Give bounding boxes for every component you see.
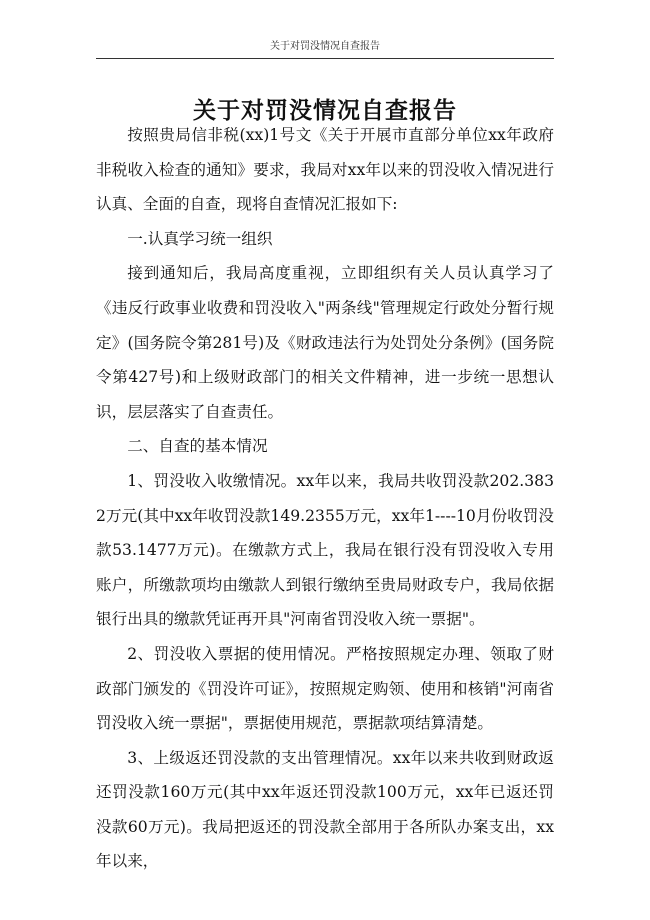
document-title: 关于对罚没情况自查报告 — [193, 97, 457, 125]
section-heading-study: 一.认真学习统一组织 — [127, 229, 273, 248]
item-refund-paragraph: 3、上级返还罚没款的支出管理情况。xx年以来共收到财政返还罚没款160万元(其中xx年返还罚没款100万元，xx年已返还罚没款60万元)。我局把返还的罚没款全部用于各所队办案支出，xx年以来， — [96, 748, 554, 871]
section-heading-basic-situation: 二、自查的基本情况 — [127, 437, 268, 456]
document-body — [96, 118, 554, 879]
study-paragraph: 接到通知后，我局高度重视，立即组织有关人员认真学习了《违反行政事业收费和罚没收入"两条线"管理规定行政处分暂行规定》(国务院令第281号)及《财政违法行为处罚处分条例》(国务院令第427号)和上级财政部门的相关文件精神，进一步统一思想认识，层层落实了自查责任。 — [96, 264, 554, 421]
header-divider — [96, 58, 554, 59]
intro-paragraph: 按照贵局信非税(xx)1号文《关于开展市直部分单位xx年政府非税收入检查的通知》要求，我局对xx年以来的罚没收入情况进行认真、全面的自查，现将自查情况汇报如下: — [96, 126, 554, 214]
running-header: 关于对罚没情况自查报告 — [270, 41, 380, 52]
item-receipts-paragraph: 2、罚没收入票据的使用情况。严格按照规定办理、领取了财政部门颁发的《罚没许可证》，按照规定购领、使用和核销"河南省罚没收入统一票据"，票据使用规范，票据款项结算清楚。 — [96, 644, 554, 733]
item-collection-paragraph: 1、罚没收入收缴情况。xx年以来，我局共收罚没款202.3832万元(其中xx年收罚没款149.2355万元，xx年1----10月份收罚没款53.1477万元)。在缴款方式上，我局在银行没有罚没收入专用账户，所缴款项均由缴款人到银行缴纳至贵局财政专户，我局依据银行出具的缴款凭证再开具"河南省罚没收入统一票据"。 — [96, 471, 554, 629]
